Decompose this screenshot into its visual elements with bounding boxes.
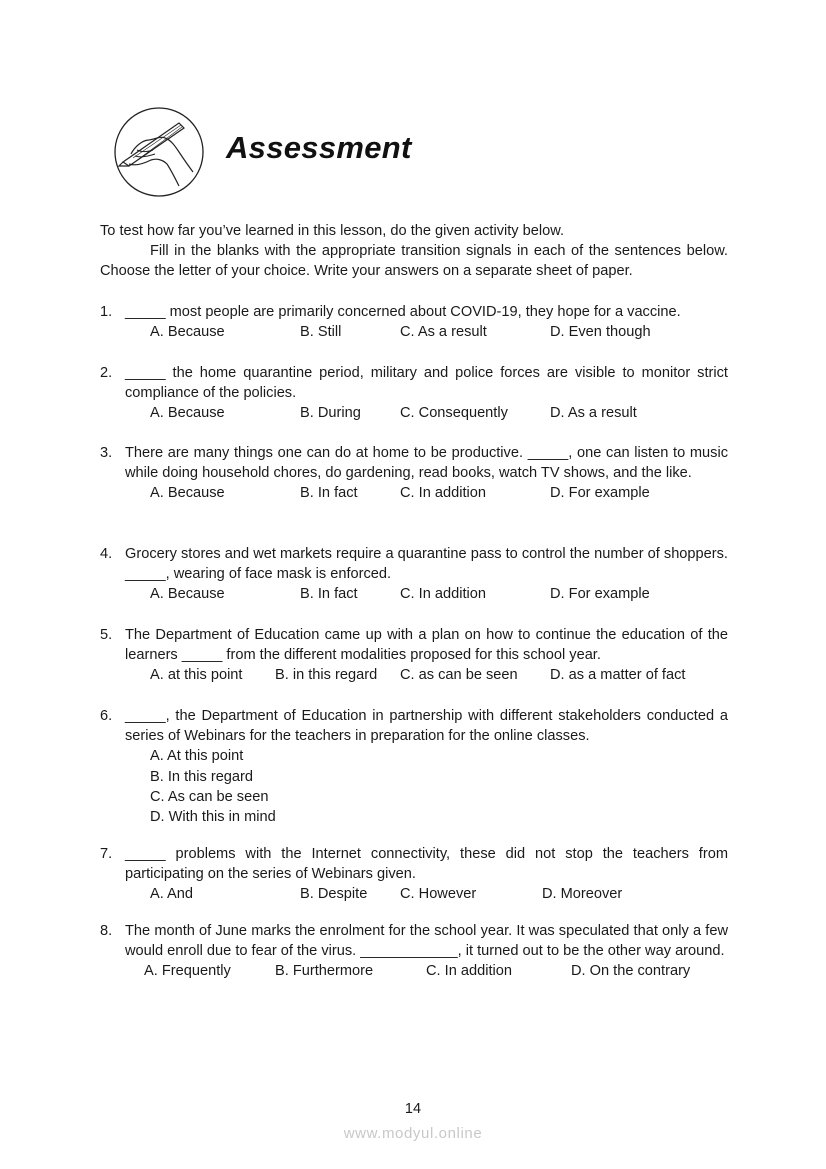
choice-b: B. In fact	[300, 586, 358, 603]
choice-list	[100, 746, 728, 827]
choice-a: A. At this point	[150, 748, 244, 765]
question-stem: There are many things one can do at home to be productive. _____, one can listen to music while doing household chores, do gardening, read books, watch TV shows, and the like.	[125, 445, 728, 482]
question-stem: _____, the Department of Education in partnership with different stakeholders conducted a series of Webinars for the teachers in preparation for the online classes.	[125, 708, 728, 745]
choice-row	[100, 483, 728, 503]
choice-a: A. Because	[150, 485, 225, 502]
question-number: 1.	[100, 304, 113, 320]
intro-section	[100, 221, 728, 282]
intro-text: To test how far you’ve learned in this lesson, do the given activity below.	[100, 223, 565, 239]
choice-a: A. at this point	[150, 667, 243, 684]
choice-c: C. As can be seen	[150, 788, 269, 805]
choice-c: C. In addition	[426, 963, 512, 980]
question-item	[100, 625, 728, 685]
question-item	[100, 363, 728, 423]
choice-d: D. For example	[550, 586, 650, 603]
choice-c: C. Consequently	[400, 405, 508, 422]
choice-d: D. as a matter of fact	[550, 667, 686, 684]
question-item	[100, 844, 728, 904]
question-item	[100, 921, 728, 981]
choice-a: A. Because	[150, 586, 225, 603]
question-number: 6.	[100, 708, 113, 724]
choice-c: C. In addition	[400, 485, 486, 502]
choice-row	[100, 584, 728, 604]
choice-d: D. On the contrary	[571, 963, 691, 980]
question-number: 2.	[100, 365, 113, 381]
question-number: 7.	[100, 846, 113, 862]
question-item	[100, 443, 728, 503]
choice-c: C. As a result	[400, 324, 487, 341]
question-number: 4.	[100, 546, 113, 562]
question-item	[100, 544, 728, 604]
instructions-text: Fill in the blanks with the appropriate transition signals in each of the sentences below. Choose the letter of your choice. Write your answers on a separate sheet of paper.	[100, 243, 728, 280]
choice-row	[100, 665, 728, 685]
question-number: 8.	[100, 923, 113, 939]
question-stem: The Department of Education came up with a plan on how to continue the education of the learners _____ from the different modalities proposed for this school year.	[125, 627, 728, 664]
question-item	[100, 706, 728, 827]
choice-b: B. in this regard	[275, 667, 378, 684]
choice-row	[100, 322, 728, 342]
choice-b: B. Furthermore	[275, 963, 374, 980]
question-number: 3.	[100, 445, 113, 461]
question-stem: _____ the home quarantine period, military and police forces are visible to monitor strict compliance of the policies.	[125, 365, 728, 402]
choice-row	[100, 961, 728, 981]
choice-c: C. as can be seen	[400, 667, 518, 684]
choice-d: D. For example	[550, 485, 650, 502]
choice-d: D. As a result	[550, 405, 637, 422]
choice-row	[100, 884, 728, 904]
question-stem: _____ most people are primarily concerned about COVID-19, they hope for a vaccine.	[125, 304, 681, 320]
choice-b: B. In this regard	[150, 768, 254, 785]
choice-row	[100, 403, 728, 423]
question-item	[100, 302, 728, 342]
choice-b: B. Despite	[300, 886, 368, 903]
choice-a: A. Frequently	[144, 963, 231, 980]
choice-b: B. During	[300, 405, 361, 422]
choice-d: D. Moreover	[542, 886, 623, 903]
page-title: Assessment	[226, 130, 412, 165]
choice-a: A. Because	[150, 324, 225, 341]
choice-c: C. However	[400, 886, 477, 903]
choice-b: B. In fact	[300, 485, 358, 502]
choice-c: C. In addition	[400, 586, 486, 603]
choice-d: D. Even though	[550, 324, 651, 341]
question-stem: The month of June marks the enrolment for the school year. It was speculated that only a few would enroll due to fear of the virus. ____________, it turned out to be the other way around.	[125, 923, 728, 960]
question-stem: _____ problems with the Internet connectivity, these did not stop the teachers from participating on the series of Webinars given.	[125, 846, 728, 883]
question-stem: Grocery stores and wet markets require a quarantine pass to control the number of shoppers. _____, wearing of face mask is enforced.	[125, 546, 728, 583]
choice-b: B. Still	[300, 324, 342, 341]
hand-writing-pencil-icon	[113, 106, 205, 198]
choice-a: A. And	[150, 886, 194, 903]
watermark: www.modyul.online	[343, 1125, 483, 1142]
question-number: 5.	[100, 627, 113, 643]
page-number: 14	[404, 1101, 422, 1117]
choice-d: D. With this in mind	[150, 808, 276, 825]
choice-a: A. Because	[150, 405, 225, 422]
